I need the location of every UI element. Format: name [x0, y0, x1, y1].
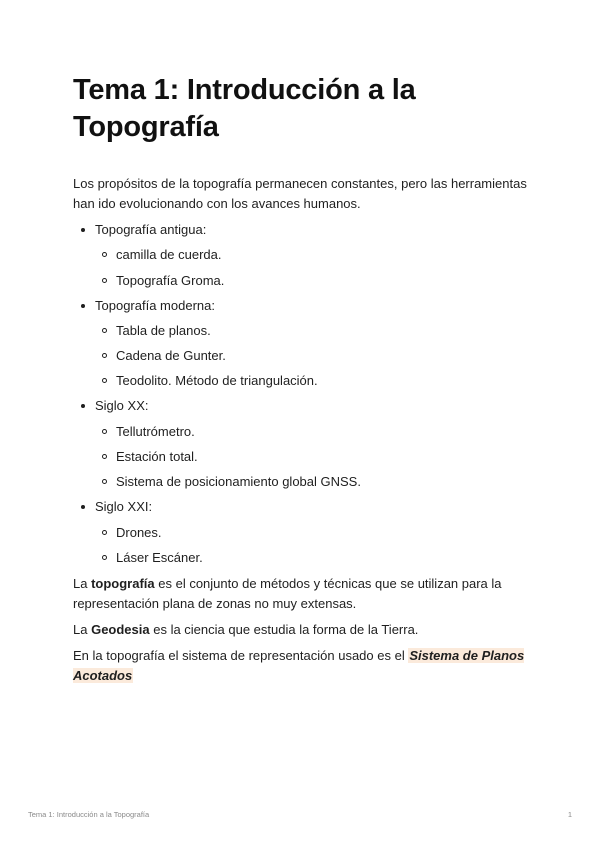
list-item-modern	[73, 296, 533, 392]
page-footer	[28, 810, 572, 819]
document-body	[73, 72, 533, 686]
list-item: Teodolito. Método de triangulación.	[95, 371, 533, 391]
definition-prefix: En la topografía el sistema de representación usado es el	[73, 647, 409, 663]
sublist-20th-century	[95, 422, 533, 493]
list-item: Cadena de Gunter.	[95, 346, 533, 366]
list-item-ancient	[73, 220, 533, 291]
highlighted-term: Sistema de Planos Acotados	[73, 647, 525, 683]
definition-text: es el conjunto de métodos y técnicas que se utilizan para la representación plana de zonas no muy extensas.	[73, 575, 502, 611]
definition-prefix: La	[73, 621, 92, 637]
definition-sistema	[73, 646, 533, 686]
list-item-label: Topografía antigua:	[95, 222, 207, 237]
list-item: Estación total.	[95, 447, 533, 467]
page-title: Tema 1: Introducción a la Topografía	[73, 74, 416, 143]
footer-title: Tema 1: Introducción a la Topografía	[28, 810, 150, 819]
list-item-label: Topografía moderna:	[95, 297, 215, 313]
intro-paragraph: Los propósitos de la topografía permanecen constantes, pero las herramientas han ido evolucionando con los avances humanos.	[73, 176, 527, 211]
list-item: Sistema de posicionamiento global GNSS.	[95, 472, 533, 492]
list-item: camilla de cuerda.	[95, 245, 533, 265]
list-item: Drones.	[95, 523, 533, 543]
definition-term: Geodesia	[91, 621, 150, 637]
definition-topografia	[73, 574, 533, 614]
list-item-20th-century	[73, 396, 533, 492]
definition-term: topografía	[91, 575, 155, 591]
list-item-label: Siglo XX:	[95, 398, 149, 414]
sublist-modern	[95, 321, 533, 392]
sublist-21st-century	[95, 523, 533, 568]
list-item: Tellutrómetro.	[95, 422, 533, 442]
list-item-label: Siglo XXI:	[95, 499, 153, 515]
sublist-ancient	[95, 245, 533, 290]
page-number: 1	[567, 810, 572, 819]
definition-prefix: La	[73, 575, 92, 591]
definition-geodesia	[73, 620, 533, 640]
tools-list	[73, 220, 533, 568]
definition-text: es la ciencia que estudia la forma de la Tierra.	[149, 621, 419, 637]
list-item: Tabla de planos.	[95, 321, 533, 341]
list-item-21st-century	[73, 497, 533, 568]
list-item: Topografía Groma.	[95, 271, 533, 291]
list-item: Láser Escáner.	[95, 548, 533, 568]
